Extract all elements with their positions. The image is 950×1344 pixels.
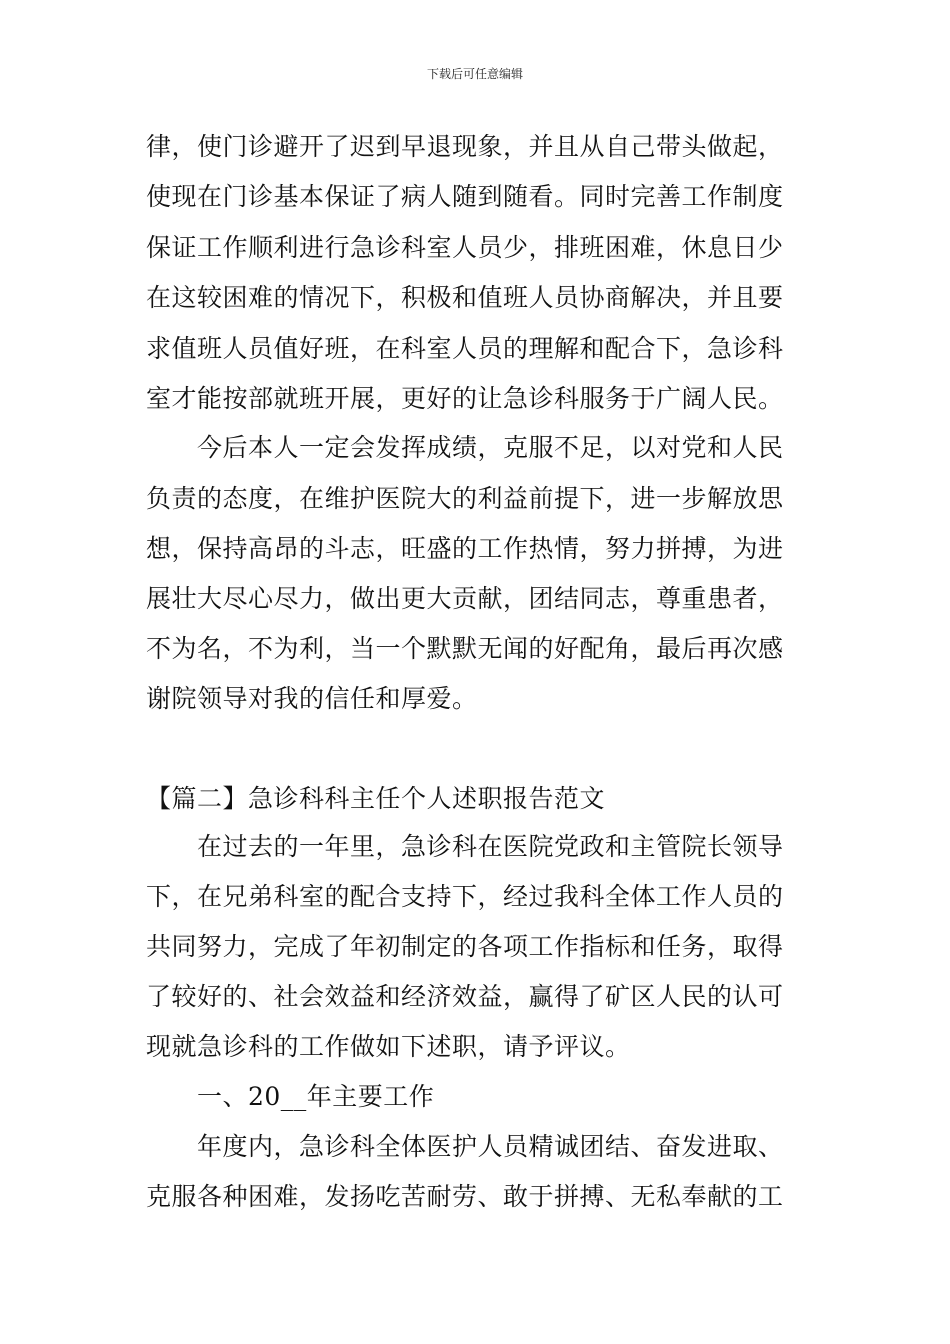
body-line: 在这较困难的情况下，积极和值班人员协商解决，并且要 <box>146 283 784 312</box>
body-line: 不为名，不为利，当一个默默无闻的好配角，最后再次感 <box>146 634 784 663</box>
body-line: 使现在门诊基本保证了病人随到随看。同时完善工作制度 <box>146 182 784 211</box>
body-line: 共同努力，完成了年初制定的各项工作指标和任务，取得 <box>146 932 784 961</box>
subsection-heading: 一、20__年主要工作 <box>146 1082 435 1111</box>
body-line: 年度内，急诊科全体医护人员精诚团结、奋发进取、 <box>146 1132 784 1161</box>
body-line: 室才能按部就班开展，更好的让急诊科服务于广阔人民。 <box>146 384 784 413</box>
body-line: 下，在兄弟科室的配合支持下，经过我科全体工作人员的 <box>146 882 784 911</box>
body-line: 了较好的、社会效益和经济效益，赢得了矿区人民的认可 <box>146 982 784 1011</box>
page-header-note: 下载后可任意编辑 <box>426 67 523 81</box>
body-line: 现就急诊科的工作做如下述职，请予评议。 <box>146 1032 631 1061</box>
section-heading: 【篇二】急诊科科主任个人述职报告范文 <box>146 784 606 813</box>
body-line: 负责的态度，在维护医院大的利益前提下，进一步解放思 <box>146 484 784 513</box>
body-line: 展壮大尽心尽力，做出更大贡献，团结同志，尊重患者， <box>146 584 784 613</box>
body-line: 保证工作顺利进行急诊科室人员少，排班困难，休息日少 <box>146 233 784 262</box>
body-line: 想，保持高昂的斗志，旺盛的工作热情，努力拼搏，为进 <box>146 534 784 563</box>
body-line: 谢院领导对我的信任和厚爱。 <box>146 684 478 713</box>
body-line: 克服各种困难，发扬吃苦耐劳、敢于拼搏、无私奉献的工 <box>146 1182 784 1211</box>
body-line: 今后本人一定会发挥成绩，克服不足，以对党和人民 <box>146 433 784 462</box>
body-line: 求值班人员值好班，在科室人员的理解和配合下，急诊科 <box>146 334 784 363</box>
body-line: 律，使门诊避开了迟到早退现象，并且从自己带头做起， <box>146 132 784 161</box>
body-line: 在过去的一年里，急诊科在医院党政和主管院长领导 <box>146 832 784 861</box>
